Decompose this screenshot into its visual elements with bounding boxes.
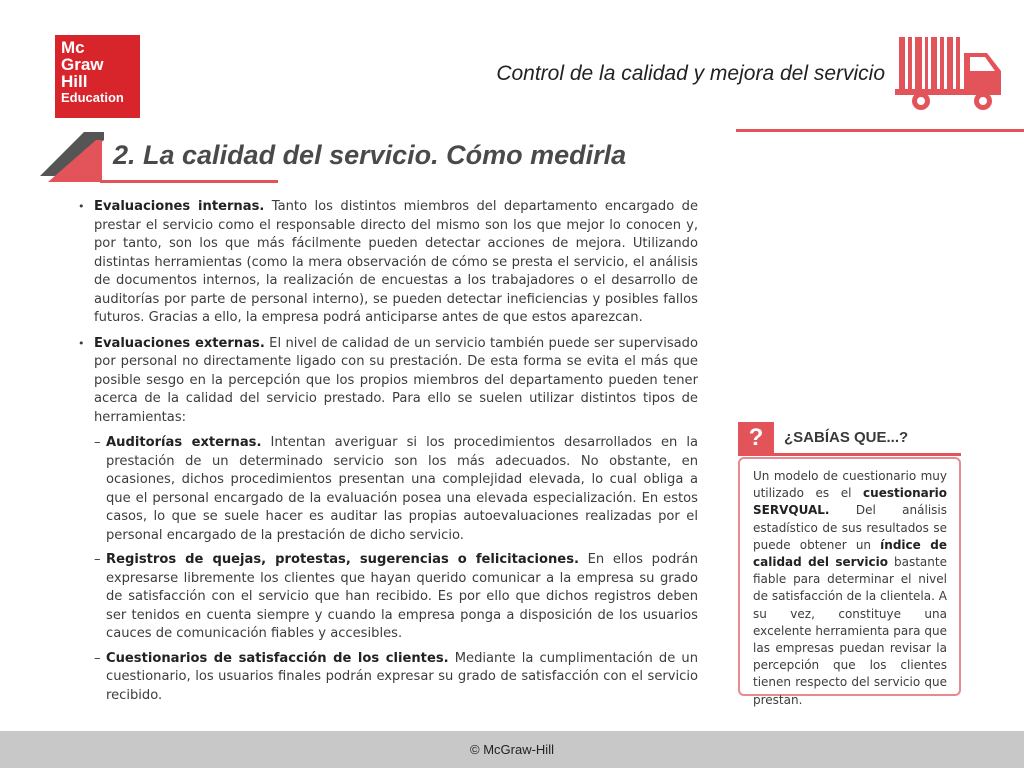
subitem-label: Cuestionarios de satisfacción de los clientes. [106, 650, 449, 666]
bullet-text: El nivel de calidad de un servicio también puede ser supervisado por personal no directamente ligado con su prestación. De esta forma se evita el más que posible sesgo en la percepción que los propios miembros del departamento pueden tener acerca de la calidad del servicio prestado. Para ello se suelen utilizar distintos tipos de herramientas: [94, 335, 698, 425]
footer-copyright: © McGraw-Hill [0, 731, 1024, 768]
sidebar-bold-1: cuestionario SERVQUAL. [753, 486, 947, 518]
header-divider [736, 129, 1024, 132]
subitem-text: Intentan averiguar si los procedimientos desarrollados en la prestación de un determinado servicio son los más adecuados. No obstante, en ocasiones, dichos procedimientos presentan una complejidad elevada, lo cual obliga a que el personal encargado de la evaluación posea una elevada especialización. En estos casos, lo que se suele hacer es auditar las propias autoevaluaciones realizadas por el personal encargado de la prestación de dicho servicio. [106, 435, 699, 543]
header-title: Control de la calidad y mejora del servicio [496, 62, 885, 85]
section-title: 2. La calidad del servicio. Cómo medirla [113, 140, 627, 170]
truck-icon [895, 35, 1010, 113]
sidebar-text-1: Un modelo de cuestionario muy utilizado es el [753, 469, 947, 501]
section-title-underline [100, 180, 278, 183]
subitem-text: Mediante la cumplimentación de un cuestionario, los usuarios finales podrán expresar su grado de satisfacción con el servicio recibido. [106, 650, 698, 703]
bullet-text: Tanto los distintos miembros del departamento encargado de prestar el servicio como el responsable directo del mismo son los que mejor lo conocen y, por tanto, son los que más fácilmente pueden detectar acciones de mejora. Utilizando distintas herramientas (como la mera observación de cómo se presta el servicio, el análisis de documentos internos, la realización de encuestas a los trabajadores o el desarrollo de auditorías por parte de personal interno), se pueden detectar ineficiencias y posibles fallos futuros. Gracias a ello, la empresa podrá anticiparse antes de que estos aparezcan. [94, 199, 699, 325]
subitem-registros-quejas [78, 551, 698, 644]
bullet-label: Evaluaciones externas. [94, 335, 265, 351]
subitem-text: En ellos podrán expresarse libremente los clientes que hayan querido comunicar a la empresa su grado de satisfacción con el servicio que han recibido. Es por ello que dichos registros deben ser tenidos en cuenta siempre y cuando la empresa ponga a disposición de los usuarios cauces de comunicación fiables y accesibles. [106, 552, 698, 641]
logo-line-1: Mc [61, 38, 85, 57]
bullet-evaluaciones-internas [78, 198, 698, 328]
sidebar-header-rule [738, 453, 961, 456]
subitem-auditorias-externas [78, 434, 698, 545]
subitem-label: Registros de quejas, protestas, sugerencias o felicitaciones. [106, 552, 579, 567]
sidebar-box [738, 457, 961, 707]
subitem-cuestionarios-satisfaccion [78, 650, 698, 706]
question-mark-icon: ? [738, 422, 774, 454]
corner-ribbon-icon [40, 132, 110, 182]
subitem-label: Auditorías externas. [106, 435, 262, 450]
logo-line-2: Graw [61, 55, 104, 74]
sidebar-text-3: bastante fiable para determinar el nivel de satisfacción de la clientela. A su vez, constituye una excelente herramienta para que las empresas puedan revisar la percepción que los clientes tienen respecto del servicio que prestan. [753, 555, 947, 707]
mcgraw-hill-logo [55, 35, 140, 118]
sidebar-text-2: Del análisis estadístico de sus resultados se puede obtener un [753, 503, 947, 552]
sidebar-heading: ¿SABÍAS QUE...? [784, 429, 909, 446]
sabias-que-sidebar [738, 422, 961, 707]
logo-line-3: Hill [61, 72, 88, 91]
main-content [78, 198, 698, 711]
logo-line-4: Education [61, 90, 124, 105]
bullet-evaluaciones-externas [78, 335, 698, 428]
bullet-label: Evaluaciones internas. [94, 199, 265, 214]
sidebar-header [738, 422, 961, 454]
sidebar-bold-2: índice de calidad del servicio [753, 537, 947, 570]
